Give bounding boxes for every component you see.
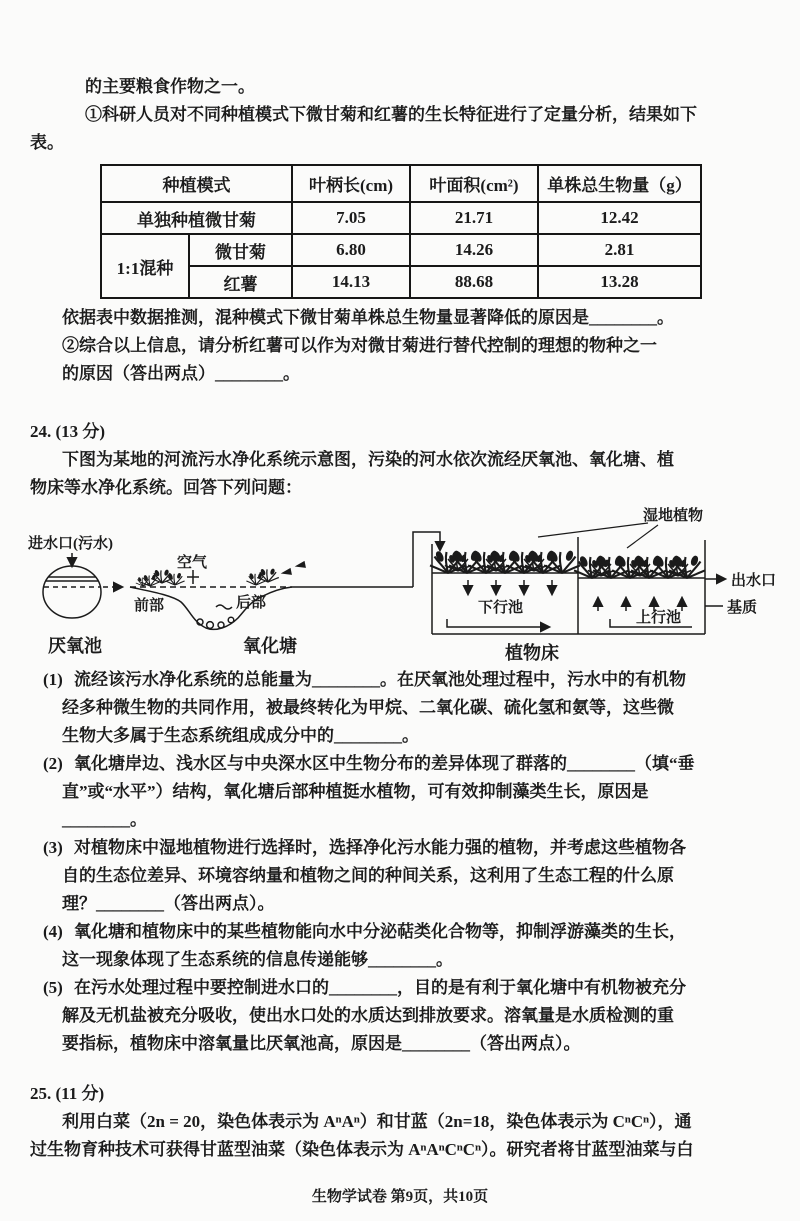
q24-item-number: (5) (43, 978, 63, 997)
q24-item-cont: ________。 (62, 810, 147, 829)
header-leaf-area: 叶面积(cm²) (410, 165, 538, 202)
table-row (101, 266, 701, 298)
cell-r3-biomass: 13.28 (538, 266, 701, 298)
front-label: 前部 (134, 598, 165, 614)
cell-r3-petiole: 14.13 (292, 266, 410, 298)
q24-item-cont: 经多种微生物的共同作用，被最终转化为甲烷、二氧化碳、硫化氢和氨等，这些微 (62, 698, 674, 717)
bird-icon (297, 562, 305, 567)
purification-system-diagram (0, 506, 800, 666)
cell-mode-mixed: 1:1混种 (101, 234, 189, 298)
cell-r2-biomass: 2.81 (538, 234, 701, 266)
q24-intro-line: 物床等水净化系统。回答下列问题： (30, 478, 302, 497)
q23-item1-line: ①科研人员对不同种植模式下微甘菊和红薯的生长特征进行了定量分析，结果如下 (85, 105, 697, 124)
cell-r1-area: 21.71 (410, 202, 538, 234)
q24-item-line (43, 750, 800, 778)
wetland-plants-label: 湿地植物 (643, 508, 704, 524)
q24-intro-line: 下图为某地的河流污水净化系统示意图，污染的河水依次流经厌氧池、氧化塘、植 (62, 450, 674, 469)
page-footer: 生物学试卷 第9页，共10页 (311, 1189, 489, 1205)
plant-bed-label: 植物床 (505, 643, 559, 663)
substrate-label: 基质 (727, 600, 758, 616)
q24-item-line (43, 918, 800, 946)
q23-after-line: 依据表中数据推测，混种模式下微甘菊单株总生物量显著降低的原因是________。 (62, 308, 674, 327)
header-total-biomass: 单株总生物量（g） (538, 165, 701, 202)
q24-item-cont: 这一现象体现了生态系统的信息传递能够________。 (62, 950, 453, 969)
header-mode: 种植模式 (101, 165, 292, 202)
table-row (101, 234, 701, 266)
q25-line: 利用白菜（2n = 20，染色体表示为 AⁿAⁿ）和甘蓝（2n=18，染色体表示为 CⁿCⁿ），通 (62, 1112, 692, 1131)
q23-after-line: 的原因（答出两点）________。 (62, 364, 300, 383)
bird-icon (283, 569, 291, 574)
q24-item-cont: 生物大多属于生态系统组成成分中的________。 (62, 726, 419, 745)
cell-r2-area: 14.26 (410, 234, 538, 266)
algae (228, 617, 234, 623)
q24-number: 24. (13 分) (30, 422, 106, 441)
q23-item1-cont: 表。 (30, 133, 64, 152)
algae-squiggle (216, 605, 232, 609)
q24-item-line (43, 834, 800, 862)
table-row (101, 202, 701, 234)
algae (207, 622, 214, 629)
q24-item-line (43, 974, 800, 1002)
cell-r2-petiole: 6.80 (292, 234, 410, 266)
downflow-pool-label: 下行池 (478, 600, 524, 616)
cell-r1-petiole: 7.05 (292, 202, 410, 234)
q24-item-cont: 要指标，植物床中溶氧量比厌氧池高，原因是________（答出两点）。 (62, 1034, 581, 1053)
cell-r3-area: 88.68 (410, 266, 538, 298)
oxidation-pond-label: 氧化塘 (243, 636, 297, 656)
cell-r2-species: 微甘菊 (189, 234, 292, 266)
q23-continuation-line: 的主要粮食作物之一。 (85, 77, 255, 96)
q25-number: 25. (11 分) (30, 1084, 105, 1103)
q24-item-cont: 自的生态位差异、环境容纳量和植物之间的种间关系，这利用了生态工程的什么原 (62, 866, 674, 885)
cell-r1-biomass: 12.42 (538, 202, 701, 234)
header-petiole-length: 叶柄长(cm) (292, 165, 410, 202)
q24-item-number: (1) (43, 670, 63, 689)
q24-item-line (43, 666, 800, 694)
cell-r3-species: 红薯 (189, 266, 292, 298)
wetland-pointer (538, 523, 648, 537)
back-label: 后部 (236, 595, 267, 611)
planting-mode-table (100, 164, 702, 299)
anaerobic-pool-label: 厌氧池 (48, 636, 102, 656)
q24-item-text: 在污水处理过程中要控制进水口的________，目的是有利于氧化塘中有机物被充分 (74, 978, 686, 997)
anaerobic-pool-shape (43, 566, 101, 618)
wetland-pointer (627, 525, 658, 548)
q24-item-cont: 解及无机盐被充分吸收，使出水口处的水质达到排放要求。溶氧量是水质检测的重 (62, 1006, 674, 1025)
cell-mode-single: 单独种植微甘菊 (101, 202, 292, 234)
q24-item-text: 对植物床中湿地植物进行选择时，选择净化污水能力强的植物，并考虑这些植物各 (74, 838, 686, 857)
q24-item-number: (4) (43, 922, 63, 941)
q24-item-number: (2) (43, 754, 63, 773)
q23-after-line: ②综合以上信息，请分析红薯可以作为对微甘菊进行替代控制的理想的物种之一 (62, 336, 657, 355)
q24-item-text: 氧化塘岸边、浅水区与中央深水区中生物分布的差异体现了群落的________（填“垂 (74, 754, 695, 773)
outlet-label: 出水口 (731, 573, 777, 589)
q24-item-text: 流经该污水净化系统的总能量为________。在厌氧池处理过程中，污水中的有机物 (74, 670, 686, 689)
q24-item-number: (3) (43, 838, 63, 857)
q24-item-text: 氧化塘和植物床中的某些植物能向水中分泌萜类化合物等，抑制浮游藻类的生长， (74, 922, 686, 941)
air-label: 空气 (177, 555, 208, 571)
upflow-pool-label: 上行池 (636, 610, 682, 626)
inlet-label: 进水口(污水) (28, 536, 113, 552)
plant-tufts-group (136, 551, 705, 586)
q24-item-cont: 直”或“水平”）结构，氧化塘后部种植挺水植物，可有效抑制藻类生长，原因是 (62, 782, 649, 801)
algae (218, 622, 224, 628)
q25-line: 过生物育种技术可获得甘蓝型油菜（染色体表示为 AⁿAⁿCⁿCⁿ）。研究者将甘蓝型油菜与白 (30, 1140, 694, 1159)
bottom-channel-arrow (447, 619, 549, 627)
q24-item-cont: 理？________（答出两点）。 (62, 894, 275, 913)
